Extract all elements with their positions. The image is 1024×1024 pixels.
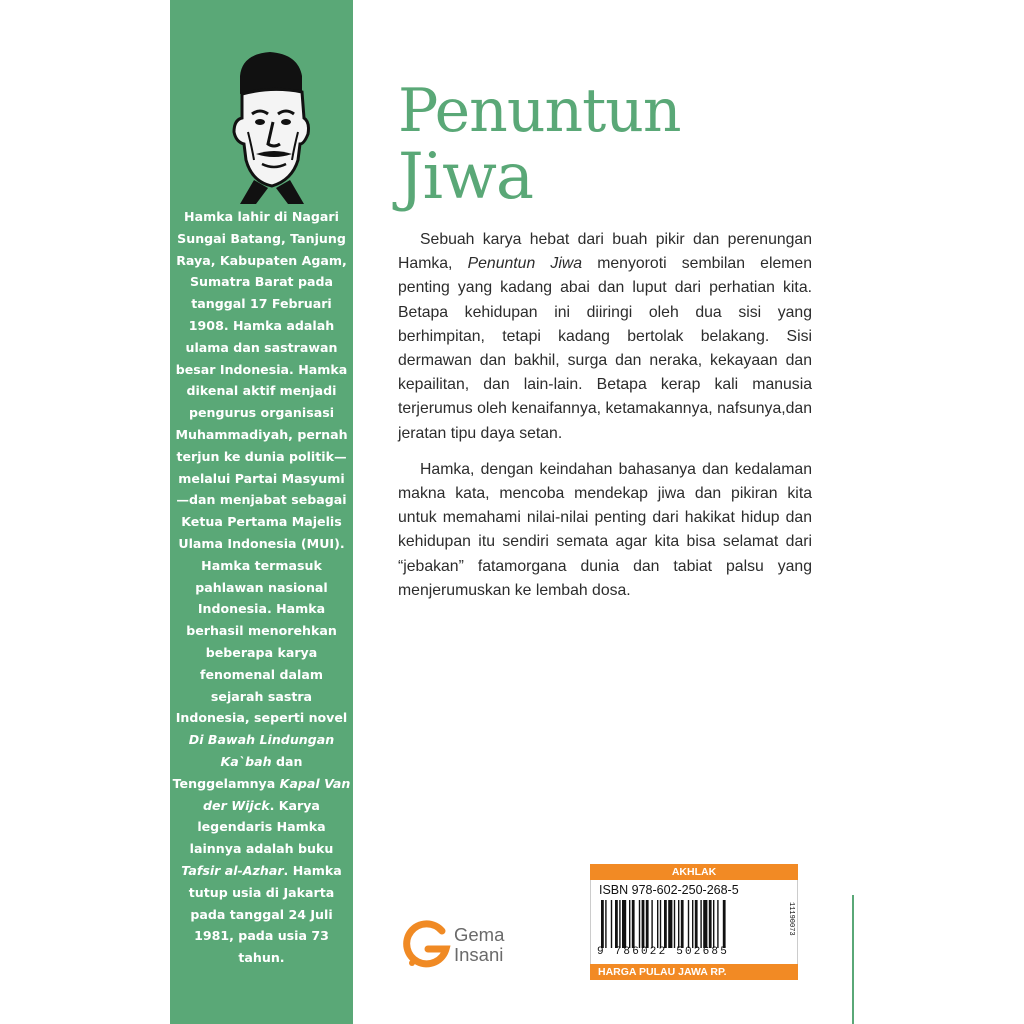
author-portrait-illustration — [218, 48, 322, 204]
book-title-line2: Jiwa — [398, 140, 534, 214]
barcode-bars — [597, 900, 783, 948]
cover-edge-line — [852, 895, 854, 1024]
barcode-box — [590, 864, 798, 982]
book-title — [398, 76, 681, 214]
category-label: AKHLAK — [590, 864, 798, 880]
blurb-paragraph-1: Sebuah karya hebat dari buah pikir dan perenungan Hamka, Penuntun Jiwa menyoroti sembilan elemen penting yang kadang abai dan luput dari perhatian kita. Betapa kehidupan ini diiringi oleh dua sisi yang berhimpitan, tetapi kadang bertolak belakang. Sisi dermawan dan bakhil, surga dan neraka, kekayaan dan kepailitan, dan lain-lain. Betapa kerap kali manusia terjerumus oleh kenaifannya, ketamakannya, nafsunya,dan jeratan tipu daya setan. — [398, 231, 812, 442]
book-blurb — [398, 228, 812, 615]
price-label: HARGA PULAU JAWA RP. — [590, 964, 798, 980]
author-biography: Hamka lahir di Nagari Sungai Batang, Tanjung Raya, Kabupaten Agam, Sumatra Barat pada tanggal 17 Februari 1908. Hamka adalah ulama dan sastrawan besar Indonesia. Hamka dikenal aktif menjadi pengurus organisasi Muhammadiyah, pernah terjun ke dunia politik—melalui Partai Masyumi—dan menjabat sebagai Ketua Pertama Majelis Ulama Indonesia (MUI). Hamka termasuk pahlawan nasional Indonesia. Hamka berhasil menorehkan beberapa karya fenomenal dalam sejarah sastra Indonesia, seperti novel Di Bawah Lindungan Ka`bah dan Tenggelamnya Kapal Van der Wijck. Karya legendaris Hamka lainnya adalah buku Tafsir al-Azhar. Hamka tutup usia di Jakarta pada tanggal 24 Juli 1981, pada usia 73 tahun. — [172, 209, 351, 966]
book-title-line1: Penuntun — [398, 76, 681, 146]
gema-insani-g-icon — [402, 919, 454, 971]
barcode-area — [590, 880, 798, 964]
blurb-paragraph-2: Hamka, dengan keindahan bahasanya dan kedalaman makna kata, mencoba mendekap jiwa dan pikiran kita untuk memahami nilai-nilai penting dari hakikat hidup dan kehidupan itu sendiri semata agar kita bisa selamat dari “jebakan” fatamorgana dunia dan tabiat palsu yang menjerumuskan ke lembah dosa. — [398, 460, 812, 599]
barcode-side-code: 11190073 — [787, 902, 795, 936]
isbn-text: ISBN 978-602-250-268-5 — [599, 883, 739, 897]
publisher-name: Gema Insani — [454, 924, 505, 965]
publisher-logo — [402, 919, 522, 971]
barcode-digits: 9 786022 502685 — [597, 946, 730, 958]
